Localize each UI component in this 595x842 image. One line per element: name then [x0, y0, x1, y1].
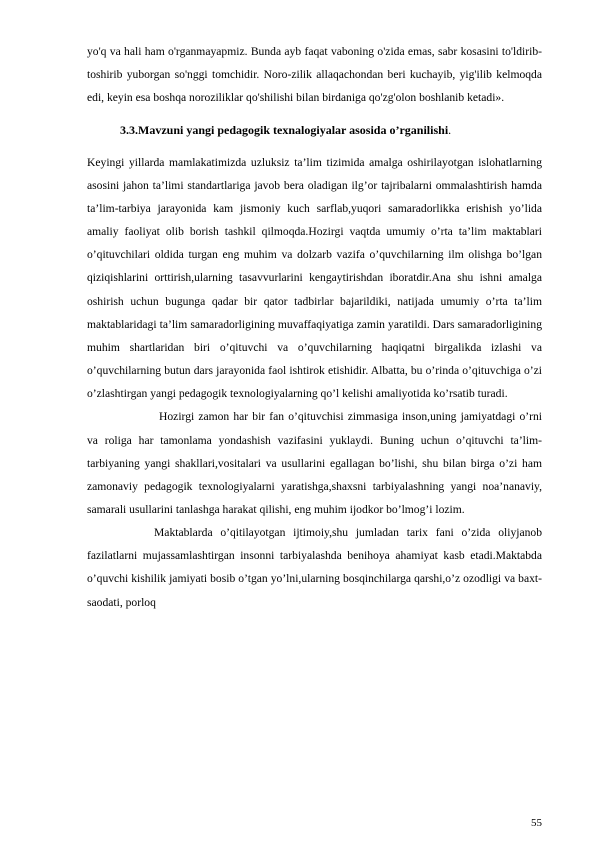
page-body — [87, 40, 542, 614]
paragraph-1: yo'q va hali ham o'rganmayapmiz. Bunda ayb faqat vaboning o'zida emas, sabr kosasini to'ldirib-toshirib yuborgan so'nggi tomchidir. Noro-zilik allaqachondan beri kuchayib, yig'ilib kelmoqda edi, keyin esa boshqa noroziliklar qo'shilishi bilan birdaniga qo'zg'olon boshlanib ketadi». — [87, 45, 542, 105]
section-heading-text: 3.3.Mavzuni yangi pedagogik texnalogiyalar asosida o’rganilishi — [120, 123, 449, 138]
page-number: 55 — [531, 817, 542, 829]
paragraph-3: Hozirgi zamon har bir fan o’qituvchisi zimmasiga inson,uning jamiyatdagi o’rni va roliga har tamonlama yondashish vazifasini yuklaydi. Buning uchun o’qituvchi ta’lim-tarbiyaning yangi shakllari,vositalari va usullarini egallagan bo’lishi, shu bilan birga o’zi ham zamonaviy pedagogik texnologiyalarni yaratishga,shaxsni tarbiyalashning yangi noa’nanaviy, samarali usullarini tanlashga harakat qilishi, eng muhim ijodkor bo’lmog’i lozim. — [87, 410, 542, 516]
section-heading-period: . — [448, 123, 452, 138]
paragraph-2: Keyingi yillarda mamlakatimizda uzluksiz ta’lim tizimida amalga oshirilayotgan islohatlarning asosini jahon ta’limi standartlariga javob bera oladigan ilg’or tajribalarni ommalashtirish hamda ta’lim-tarbiya jarayonida kam jismoniy kuch sarflab,yuqori samaradorlikka erishish yo’lida amaliy faoliyat olib borish tashkil qilmoqda.Hozirgi vaqtda umumiy o’rta ta’lim maktablari o’qituvchilari oldida turgan eng muhim va dolzarb vazifa o’quvchilarning ilm olishga bo’lgan qiziqishlarini orttirish,ularning tasavvurlarini kengaytirishdan iboratdir.Ana shu ishni amalga oshirish uchun bugunga qadar bir qator tadbirlar bajarildiki, natijada umumiy o’rta ta’lim maktablaridagi ta’lim samaradorligining muvaffaqiyatiga zamin yaratildi. Dars samaradorligining muhim shartlaridan biri o’qituvchi va o’quvchilarning haqiqatni birgalikda izlashi va o’quvchilarning butun dars jarayonida faol ishtirok etishidir. Albatta, bu o’rinda o’qituvchiga o’zi o’zlashtirgan yangi pedagogik texnologiyalarning qo’l kelishi amaliyotida ko’rsatib turadi. — [87, 155, 542, 401]
paragraph-4: Maktablarda o’qitilayotgan ijtimoiy,shu jumladan tarix fani o’zida oliyjanob fazilatlarni mujassamlashtirgan insonni tarbiyalashda benihoya ahamiyat kasb etadi.Maktabda o’quvchi kishilik jamiyati bosib o’tgan yo’lni,ularning bosqinchilarga qarshi,o’z ozodligi va baxt- saodati, porloq — [87, 526, 542, 609]
section-heading — [87, 119, 542, 142]
